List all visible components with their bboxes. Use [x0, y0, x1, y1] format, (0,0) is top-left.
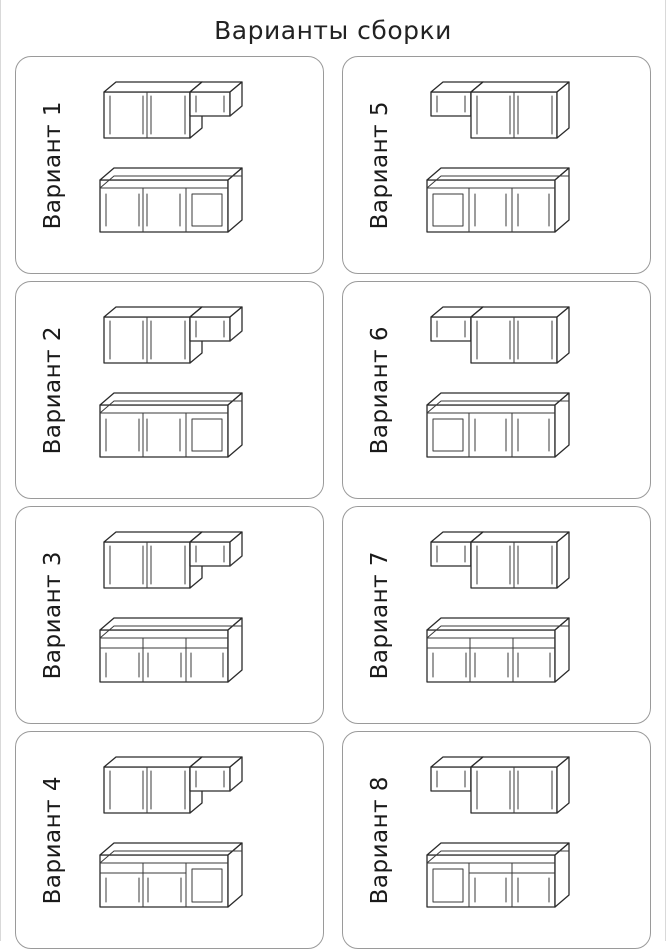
- variant-label-wrap-3: [16, 507, 90, 723]
- variant-label-6: Вариант 6: [367, 325, 393, 455]
- variant-label-wrap-4: [16, 732, 90, 948]
- variant-figure-3: [90, 507, 324, 723]
- variant-card-8: [342, 731, 651, 949]
- lower-cabinet-group-5: [427, 168, 569, 232]
- lower-cabinet-group-4: [100, 843, 242, 907]
- lower-cabinet-group-8: [427, 843, 569, 907]
- variant-figure-6: [417, 282, 651, 498]
- variant-card-6: [342, 281, 651, 499]
- variant-card-3: [15, 506, 324, 724]
- variant-card-5: [342, 56, 651, 274]
- upper-cabinet-group-5: [431, 82, 569, 138]
- furniture-drawing-4: [90, 745, 320, 935]
- variant-label-3: Вариант 3: [40, 550, 66, 680]
- variant-figure-8: [417, 732, 651, 948]
- furniture-drawing-8: [417, 745, 647, 935]
- upper-cabinet-group-7: [431, 532, 569, 588]
- furniture-drawing-6: [417, 295, 647, 485]
- variant-label-5: Вариант 5: [367, 100, 393, 230]
- variant-label-wrap-6: [343, 282, 417, 498]
- upper-cabinet-group-6: [431, 307, 569, 363]
- variant-label-wrap-1: [16, 57, 90, 273]
- upper-cabinet-group-8: [431, 757, 569, 813]
- upper-cabinet-group-2: [104, 307, 242, 363]
- variant-label-1: Вариант 1: [40, 100, 66, 230]
- upper-cabinet-group-1: [104, 82, 242, 138]
- variant-figure-5: [417, 57, 651, 273]
- furniture-drawing-1: [90, 70, 320, 260]
- furniture-drawing-7: [417, 520, 647, 710]
- variant-label-wrap-7: [343, 507, 417, 723]
- furniture-drawing-2: [90, 295, 320, 485]
- variant-card-7: [342, 506, 651, 724]
- variant-label-4: Вариант 4: [40, 775, 66, 905]
- variant-card-2: [15, 281, 324, 499]
- variant-figure-7: [417, 507, 651, 723]
- lower-cabinet-group-7: [427, 618, 569, 682]
- variant-label-wrap-8: [343, 732, 417, 948]
- variant-figure-2: [90, 282, 324, 498]
- variant-card-1: [15, 56, 324, 274]
- variant-card-4: [15, 731, 324, 949]
- lower-cabinet-group-1: [100, 168, 242, 232]
- variant-label-wrap-5: [343, 57, 417, 273]
- variant-figure-4: [90, 732, 324, 948]
- upper-cabinet-group-4: [104, 757, 242, 813]
- variants-grid: [1, 56, 665, 949]
- furniture-drawing-5: [417, 70, 647, 260]
- variant-label-8: Вариант 8: [367, 775, 393, 905]
- variant-label-wrap-2: [16, 282, 90, 498]
- lower-cabinet-group-6: [427, 393, 569, 457]
- variant-figure-1: [90, 57, 324, 273]
- furniture-drawing-3: [90, 520, 320, 710]
- variant-label-7: Вариант 7: [367, 550, 393, 680]
- lower-cabinet-group-2: [100, 393, 242, 457]
- lower-cabinet-group-3: [100, 618, 242, 682]
- page-title: Варианты сборки: [214, 16, 452, 45]
- variant-label-2: Вариант 2: [40, 325, 66, 455]
- upper-cabinet-group-3: [104, 532, 242, 588]
